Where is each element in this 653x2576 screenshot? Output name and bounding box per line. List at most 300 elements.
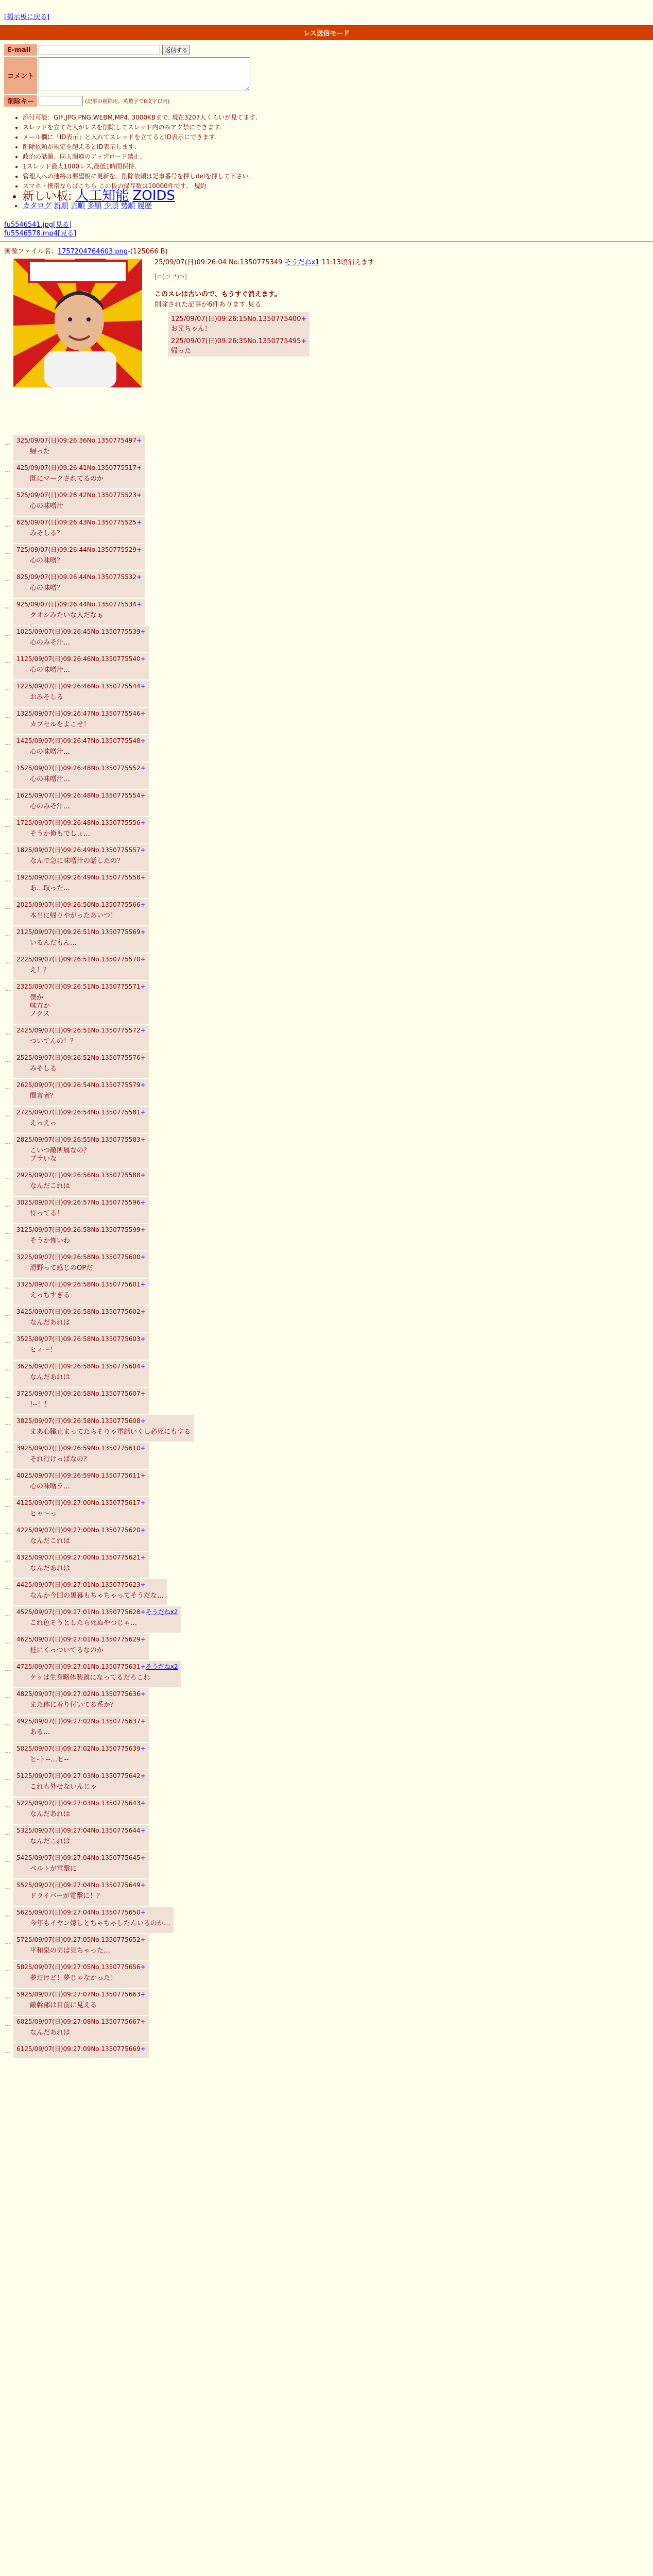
reply-row (4, 1634, 649, 1660)
reply-box (13, 844, 149, 871)
del-button[interactable]: + (140, 1226, 146, 1233)
reply-row (4, 1934, 649, 1960)
del-button[interactable]: + (136, 464, 142, 471)
del-button[interactable]: + (140, 819, 146, 826)
reply-body: え！？ (30, 967, 50, 974)
file-label: 画像ファイル名： (4, 248, 58, 256)
del-button[interactable]: + (140, 846, 146, 854)
reply-box (13, 489, 145, 516)
related-file-link[interactable]: fu5546541.jpg[見る] (4, 221, 72, 229)
reply-body: なんだこれは (30, 1838, 71, 1845)
reply-box (13, 1251, 149, 1278)
new-board-link-ai[interactable]: 人工知能 (75, 188, 129, 204)
reply-header: 2225/09/07(日)09:26:51No.1350775570+ (16, 956, 146, 963)
reply-ellipsis: … (4, 1501, 11, 1509)
del-button[interactable]: + (140, 1636, 146, 1643)
reply-ellipsis: … (4, 1029, 11, 1037)
del-button[interactable]: + (140, 792, 146, 799)
del-button[interactable]: + (140, 1991, 146, 1998)
reply-box (13, 1306, 149, 1332)
reply-ellipsis: … (4, 1310, 11, 1318)
reply-header: 625/09/07(日)09:26:43No.1350775525+ (16, 519, 142, 526)
reply-row (4, 1415, 649, 1442)
reply-box (13, 981, 149, 1024)
reply-box (13, 1524, 149, 1551)
del-button[interactable]: + (140, 1663, 146, 1670)
del-button[interactable]: + (140, 956, 146, 963)
del-button[interactable]: + (140, 1445, 146, 1452)
reply-row (4, 1879, 649, 1906)
reply-box (13, 1852, 149, 1878)
new-board-link-zoids[interactable]: ZOIDS (132, 188, 175, 204)
del-button[interactable]: + (140, 1854, 146, 1861)
del-button[interactable]: + (140, 1554, 146, 1561)
reply-ellipsis: … (4, 2047, 11, 2055)
del-button[interactable]: + (140, 1800, 146, 1807)
reply-ellipsis: … (4, 1747, 11, 1755)
reply-body: 平和泉の男は見ちゃった… (30, 1947, 111, 1955)
del-button[interactable]: + (136, 492, 142, 499)
reply-form (3, 43, 252, 108)
reply-ellipsis: … (4, 1692, 11, 1700)
reply-box (13, 626, 149, 652)
reply-body: 心の味噌汁… (30, 748, 71, 756)
del-button[interactable]: + (140, 1909, 146, 1916)
del-button[interactable]: + (140, 1963, 146, 1971)
reply-ellipsis: … (4, 958, 11, 965)
reply-ellipsis: … (4, 2020, 11, 2028)
reply-ellipsis: … (4, 876, 11, 884)
sort-old-link[interactable]: 古順 (70, 202, 85, 210)
rules-list (15, 113, 653, 211)
op-body: このスレは古いので、もうすぐ消えます。 (154, 291, 281, 298)
reply-header: 2625/09/07(日)09:26:54No.1350775579+ (16, 1081, 146, 1089)
del-button[interactable]: + (140, 710, 146, 717)
reply-row (4, 1197, 649, 1223)
rule-item: • 添付可能：GIF,JPG,PNG,WEBM,MP4. 3000KBまで. 現在3207人くらいが見てます. (23, 113, 653, 123)
reply-ellipsis: … (4, 1228, 11, 1236)
reply-body: あ…取った… (30, 885, 71, 892)
reply-header: 4025/09/07(日)09:26:59No.1350775611+ (16, 1472, 146, 1479)
del-button[interactable]: + (140, 1081, 146, 1089)
reply-header: 325/09/07(日)09:26:36No.1350775497+ (16, 437, 142, 444)
del-button[interactable]: + (140, 737, 146, 744)
reply-ellipsis: … (4, 1583, 11, 1591)
del-button[interactable]: + (140, 1390, 146, 1397)
reply-row (4, 899, 649, 925)
reply-box (13, 1961, 149, 1988)
reply-row (4, 1251, 649, 1278)
del-button[interactable]: + (140, 1882, 146, 1889)
reply-box (13, 599, 145, 625)
reply-box (13, 1552, 149, 1578)
reply-row (4, 1306, 649, 1332)
submit-reply-button[interactable]: 返信する (162, 45, 190, 55)
del-button[interactable]: + (136, 519, 142, 526)
del-button[interactable]: + (140, 1417, 146, 1425)
reply-body: ベルトが電撃に (30, 1865, 77, 1873)
del-button[interactable]: + (140, 1527, 146, 1534)
reply-header: 3525/09/07(日)09:26:58No.1350775603+ (16, 1335, 146, 1343)
del-button[interactable]: + (140, 1936, 146, 1943)
del-button[interactable]: + (140, 2018, 146, 2025)
reply-body: 既にマークされてるのか (30, 475, 104, 483)
reply-box (13, 653, 149, 680)
reply-box (13, 1907, 174, 1933)
reply-header: 2425/09/07(日)09:26:51No.1350775572+ (16, 1027, 146, 1034)
reply-row (4, 1688, 649, 1715)
del-button[interactable]: + (140, 765, 146, 772)
delkey-label: 削除キー (4, 95, 37, 107)
reply-body: そうか俺もでしょ… (30, 830, 91, 838)
reply-header: 1525/09/07(日)09:26:48No.1350775552+ (16, 765, 146, 772)
reply-header: 425/09/07(日)09:26:41No.1350775517+ (16, 464, 142, 471)
reply-box (13, 544, 145, 570)
reply-header: 1025/09/07(日)09:26:45No.1350775539+ (16, 628, 146, 635)
reply-ellipsis: … (4, 794, 11, 802)
reply-body: それ行けっぱなの？ (30, 1455, 91, 1463)
reply-header: 3725/09/07(日)09:26:58No.1350775607+ (16, 1390, 146, 1397)
reply-ellipsis: … (4, 930, 11, 938)
reply-ellipsis: … (4, 1638, 11, 1646)
reply-body: こいつ敵所属なの？ ブサいな (30, 1147, 91, 1163)
del-button[interactable]: + (140, 1172, 146, 1179)
reply-header: 4625/09/07(日)09:27:01No.1350775629+ (16, 1636, 146, 1643)
reply-ellipsis: … (4, 849, 11, 856)
reply-header: 2825/09/07(日)09:26:55No.1350775583+ (16, 1136, 146, 1143)
del-button[interactable]: + (140, 1199, 146, 1206)
reply-body: そうか怖いわ (30, 1237, 71, 1245)
sort-few-link[interactable]: 少順 (104, 202, 118, 210)
catalog-links (23, 201, 653, 211)
del-button[interactable]: + (136, 573, 142, 581)
reply-header: 3925/09/07(日)09:26:59No.1350775610+ (16, 1445, 146, 1452)
reply-header: 5225/09/07(日)09:27:03No.1350775643+ (16, 1800, 146, 1807)
reply-header: 1225/09/07(日)09:26:46No.1350775544+ (16, 683, 146, 690)
op-soudane-link[interactable]: そうだねx1 (284, 259, 320, 266)
reply-box (13, 435, 145, 461)
reply-body: 本当に帰りやがったあいつ！ (30, 912, 117, 920)
reply-row (4, 872, 649, 898)
reply-header: 125/09/07(日)09:26:15No.1350775400+ (171, 315, 307, 323)
del-button[interactable]: + (301, 315, 307, 323)
reply-header: 5925/09/07(日)09:27:07No.1350775663+ (16, 1991, 146, 1998)
reply-box (13, 517, 145, 543)
reply-row (4, 681, 649, 707)
del-button[interactable]: + (140, 628, 146, 635)
reply-box (13, 1661, 181, 1687)
reply-row (4, 1361, 649, 1387)
reply-ellipsis: … (4, 1111, 11, 1118)
reply-body: 心の味噌汁 (30, 502, 64, 510)
reply-list (4, 435, 649, 2058)
reply-body: 夢だけど！夢じゃなかった！ (30, 1974, 117, 1982)
del-button[interactable]: + (140, 2045, 146, 2053)
reply-body: なんだあれは (30, 1565, 71, 1572)
page-title: レス送信モード (0, 25, 653, 40)
reply-ellipsis: … (4, 1884, 11, 1891)
reply-ellipsis: … (4, 1829, 11, 1837)
reply-box (13, 1388, 149, 1414)
reply-body: まあ心臓止まってたらそりゃ電話いくし必死にもする (30, 1428, 191, 1436)
reply-row (4, 1716, 649, 1742)
reply-ellipsis: … (4, 603, 11, 611)
file-info (4, 246, 649, 256)
soudane-link[interactable]: そうだねx2 (145, 1608, 178, 1616)
reply-header: 225/09/07(日)09:26:35No.1350775495+ (171, 337, 307, 345)
reply-box (13, 1688, 149, 1715)
reply-body: なんだあれは (30, 1810, 71, 1818)
del-button[interactable]: + (140, 1472, 146, 1479)
del-button[interactable]: + (140, 1027, 146, 1034)
reply-body: これも外せないんじゃ (30, 1783, 97, 1791)
reply-body: 桂にくっついてるなのか (30, 1647, 104, 1654)
rule-item: • 管理人への連絡は要望板に更新を。削除依頼は記事番号を押しdelを押して下さい。 (23, 172, 653, 181)
reply-header: 2525/09/07(日)09:26:52No.1350775576+ (16, 1054, 146, 1061)
back-to-board-link[interactable]: [掲示板に戻る] (4, 13, 50, 21)
del-button[interactable]: + (140, 1308, 146, 1315)
file-link[interactable]: 1757204764603.png (57, 248, 128, 256)
reply-box (13, 735, 149, 761)
reply-ellipsis: … (4, 1056, 11, 1064)
reply-box (13, 954, 149, 980)
reply-header: 4525/09/07(日)09:27:01No.1350775628+そうだねx2 (16, 1608, 178, 1616)
del-button[interactable]: + (140, 1136, 146, 1143)
sort-momentum-link[interactable]: 勢順 (121, 202, 135, 210)
reply-row (4, 653, 649, 680)
reply-box (13, 1798, 149, 1824)
reply-body: 心の味噌汁… (30, 666, 71, 674)
reply-header: 5825/09/07(日)09:27:05No.1350775656+ (16, 1963, 146, 1971)
del-button[interactable]: + (140, 928, 146, 936)
history-link[interactable]: 履歴 (137, 202, 152, 210)
reply-row (4, 1224, 649, 1250)
reply-ellipsis: … (4, 1665, 11, 1673)
reply-header: 925/09/07(日)09:26:44No.1350775534+ (16, 601, 142, 608)
reply-body: お兄ちゃん！ (171, 325, 212, 333)
sort-many-link[interactable]: 多順 (87, 202, 102, 210)
reply-box (13, 462, 145, 488)
del-button[interactable]: + (140, 874, 146, 881)
reply-box (13, 1361, 149, 1387)
reply-header: 2125/09/07(日)09:26:51No.1350775569+ (16, 928, 146, 936)
reply-header: 6125/09/07(日)09:27:09No.1350775669+ (16, 2045, 146, 2053)
reply-body: 僕か 味方か ノクス (30, 994, 50, 1018)
reply-row (4, 1798, 649, 1824)
reply-row (4, 817, 649, 843)
reply-box (13, 899, 149, 925)
del-button[interactable]: + (140, 1281, 146, 1288)
delkey-note: (記事の削除用。英数字で8文字以内) (85, 98, 170, 105)
del-button[interactable]: + (140, 1608, 146, 1616)
reply-header: 3325/09/07(日)09:26:58No.1350775601+ (16, 1281, 146, 1288)
del-button[interactable]: + (140, 655, 146, 663)
op-number[interactable]: No.1350775349 (229, 259, 283, 266)
reply-ellipsis: … (4, 657, 11, 665)
reply-body: えっちすぎる (30, 1292, 71, 1299)
reply-header: 1925/09/07(日)09:26:49No.1350775558+ (16, 874, 146, 881)
related-file-link[interactable]: fu5546578.mp4[見る] (4, 230, 77, 238)
reply-row (4, 708, 649, 734)
del-button[interactable]: + (140, 1499, 146, 1506)
reply-header: 4325/09/07(日)09:27:00No.1350775621+ (16, 1554, 146, 1561)
reply-box (13, 1879, 149, 1906)
reply-header: 5425/09/07(日)09:27:04No.1350775645+ (16, 1854, 146, 1861)
reply-row (4, 2043, 649, 2058)
reply-row (4, 1170, 649, 1196)
reply-header: 1425/09/07(日)09:26:47No.1350775548+ (16, 737, 146, 744)
del-button[interactable]: + (140, 1363, 146, 1370)
reply-row (4, 981, 649, 1024)
reply-row (4, 1443, 649, 1469)
delkey-field[interactable] (39, 96, 83, 106)
reply-header: 4825/09/07(日)09:27:02No.1350775636+ (16, 1690, 146, 1698)
reply-row (4, 571, 649, 598)
reply-row (4, 1606, 649, 1633)
reply-header: 1125/09/07(日)09:26:46No.1350775540+ (16, 655, 146, 663)
reply-row (4, 2016, 649, 2042)
reply-ellipsis: … (4, 1283, 11, 1291)
rule-item: • 政治の話題、同人関連のアップロード禁止。 (23, 152, 653, 162)
del-button[interactable]: + (136, 437, 142, 444)
del-button[interactable]: + (136, 601, 142, 608)
reply-row (4, 1025, 649, 1051)
related-files (4, 221, 649, 238)
reply-box (13, 1079, 149, 1106)
del-button[interactable]: + (140, 1054, 146, 1061)
reply-ellipsis: … (4, 1138, 11, 1146)
reply-body: ケッは生身略体装置になってるだろこれ (30, 1674, 150, 1682)
reply-ellipsis: … (4, 466, 11, 474)
reply-ellipsis: … (4, 1392, 11, 1400)
rule-item: • 1スレッド最大1000レス,最低1時間保持. (23, 162, 653, 172)
divider (0, 241, 653, 242)
reply-ellipsis: … (4, 1938, 11, 1946)
reply-body: 心のみそ汁… (30, 803, 71, 810)
reply-row (4, 1333, 649, 1360)
reply-header: 1625/09/07(日)09:26:48No.1350775554+ (16, 792, 146, 799)
del-button[interactable]: + (140, 1109, 146, 1116)
del-button[interactable]: + (140, 1335, 146, 1343)
reply-header: 2025/09/07(日)09:26:50No.1350775566+ (16, 901, 146, 908)
reply-box (13, 1052, 149, 1078)
reply-header: 525/09/07(日)09:26:42No.1350775523+ (16, 492, 142, 499)
del-button[interactable]: + (140, 1718, 146, 1725)
reply-header: 5725/09/07(日)09:27:05No.1350775652+ (16, 1936, 146, 1943)
reply-row (4, 926, 649, 953)
reply-body: ヒャ～っ (30, 1510, 57, 1518)
sort-new-link[interactable]: 新順 (54, 202, 68, 210)
reply-body: 今年もイヤン嫁しとちゃちゃしたんいるのか… (30, 1920, 170, 1927)
rule-item: • スマホ・携帯ならばこちら この板の保存数は10000件です。 規約 (23, 181, 653, 191)
reply-row (4, 1497, 649, 1523)
reply-body: 帰った (171, 347, 192, 355)
del-button[interactable]: + (140, 1581, 146, 1588)
reply-header: 5025/09/07(日)09:27:02No.1350775639+ (16, 1745, 146, 1752)
reply-row (4, 1134, 649, 1168)
reply-body: 心の味噌ラ… (30, 1483, 71, 1490)
reply-row (4, 1052, 649, 1078)
reply-body: なんか今回の黒幕もちゃちゃってそうだな… (30, 1592, 164, 1600)
del-button[interactable]: + (140, 1690, 146, 1698)
reply-body: えっえっ (30, 1120, 57, 1127)
del-button[interactable]: + (136, 546, 142, 553)
reply-ellipsis: … (4, 1720, 11, 1727)
reply-box (13, 1579, 167, 1605)
reply-header: 725/09/07(日)09:26:44No.1350775529+ (16, 546, 142, 553)
comment-field[interactable] (39, 57, 250, 91)
reply-row (4, 1524, 649, 1551)
reply-header: 3025/09/07(日)09:26:57No.1350775596+ (16, 1199, 146, 1206)
del-button[interactable]: + (140, 983, 146, 990)
reply-header: 5325/09/07(日)09:27:04No.1350775644+ (16, 1827, 146, 1834)
reply-box (13, 2016, 149, 2042)
reply-row (4, 1470, 649, 1496)
reply-row (4, 1552, 649, 1578)
reply-header: 4225/09/07(日)09:27:00No.1350775620+ (16, 1527, 146, 1534)
del-button[interactable]: + (140, 901, 146, 908)
reply-ellipsis: … (4, 1474, 11, 1482)
reply-ellipsis: … (4, 739, 11, 747)
reply-row (4, 1825, 649, 1851)
reply-body: なんだこれは (30, 1537, 71, 1545)
del-button[interactable]: + (140, 1827, 146, 1834)
email-field[interactable] (39, 45, 160, 55)
del-button[interactable]: + (140, 1745, 146, 1752)
reply-body: 敵幹部は目前に見える (30, 2002, 97, 2009)
op-inline-reply (168, 312, 310, 334)
reply-box (13, 1989, 149, 2015)
reply-body: ある… (30, 1728, 50, 1736)
reply-ellipsis: … (4, 1365, 11, 1372)
del-button[interactable]: + (301, 337, 307, 345)
reply-header: 1825/09/07(日)09:26:49No.1350775557+ (16, 846, 146, 854)
catalog-link[interactable]: カタログ (23, 202, 51, 210)
reply-row (4, 844, 649, 871)
reply-body: 心の味噌汁… (30, 775, 71, 783)
reply-ellipsis: … (4, 1856, 11, 1864)
op-vote-bar[interactable]: [⊂(つ_*)⊃] (154, 273, 187, 280)
reply-header: 3125/09/07(日)09:26:58No.1350775599+ (16, 1226, 146, 1233)
reply-row (4, 1852, 649, 1878)
reply-body: なんだあれは (30, 2029, 71, 2037)
reply-header: 5625/09/07(日)09:27:04No.1350775650+ (16, 1909, 146, 1916)
reply-ellipsis: … (4, 1083, 11, 1091)
reply-body: 滑野って感じのOPだ (30, 1264, 93, 1272)
reply-row (4, 790, 649, 816)
reply-row (4, 489, 649, 516)
reply-row (4, 1579, 649, 1605)
op-thumbnail[interactable] (13, 259, 142, 387)
reply-header: 825/09/07(日)09:26:44No.1350775532+ (16, 573, 142, 581)
reply-box (13, 1825, 149, 1851)
reply-ellipsis: … (4, 1611, 11, 1618)
reply-box (13, 762, 149, 789)
del-button[interactable]: + (140, 683, 146, 690)
reply-header: 4725/09/07(日)09:27:01No.1350775631+そうだねx2 (16, 1663, 178, 1670)
reply-box (13, 1770, 149, 1797)
del-button[interactable]: + (140, 1253, 146, 1261)
reply-body: なんで急に味噌汁の話したの？ (30, 857, 124, 865)
reply-body: カブセルをよこせ！ (30, 721, 90, 728)
del-button[interactable]: + (140, 1772, 146, 1780)
reply-row (4, 1961, 649, 1988)
reply-row (4, 1770, 649, 1797)
reply-box (13, 1134, 149, 1168)
reply-ellipsis: … (4, 548, 11, 556)
soudane-link[interactable]: そうだねx2 (145, 1663, 178, 1670)
reply-ellipsis: … (4, 1993, 11, 2001)
